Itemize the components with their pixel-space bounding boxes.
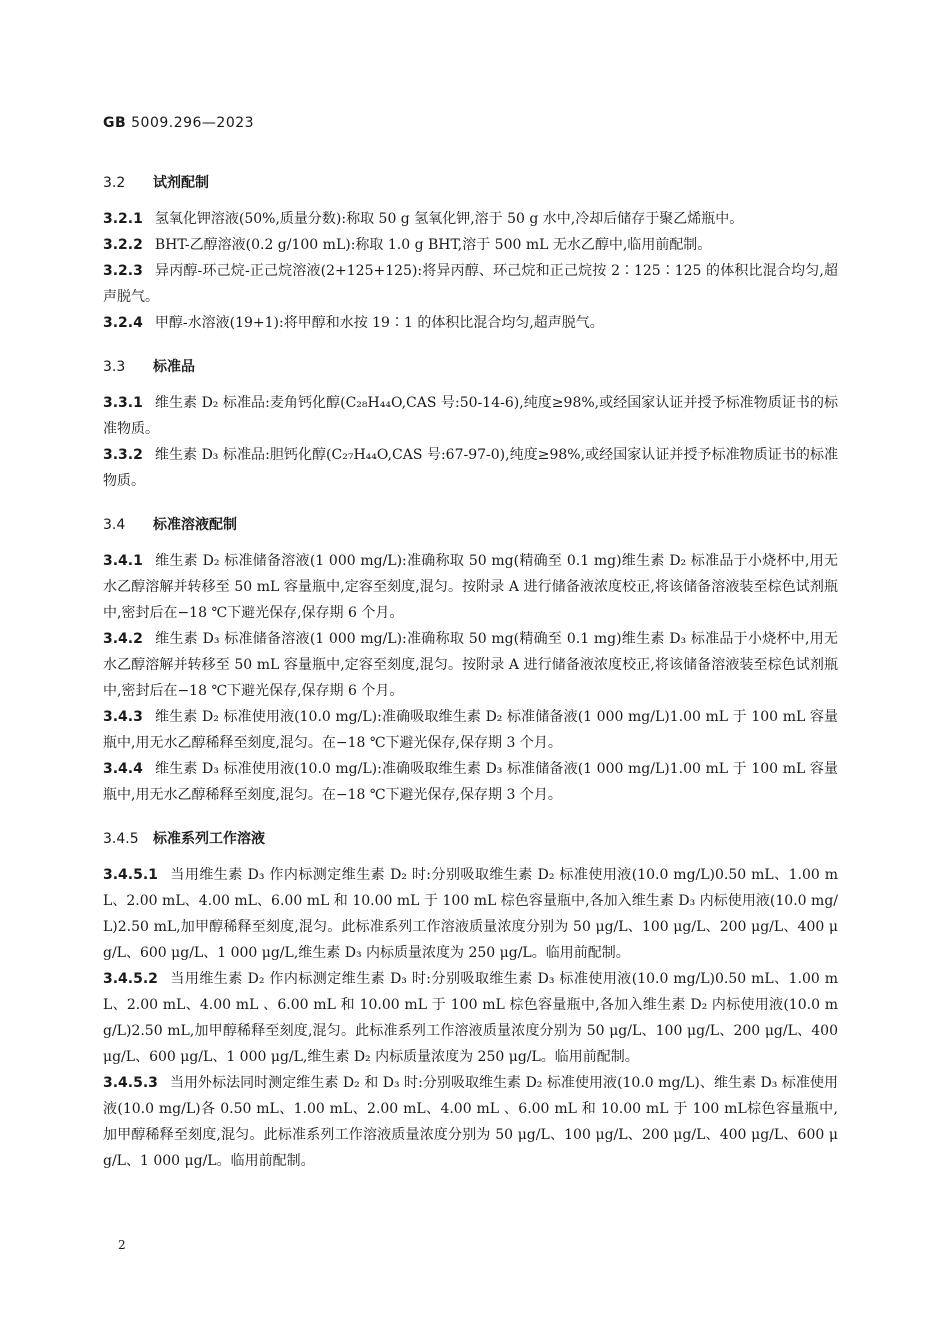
clause-3-2-1 (103, 206, 838, 232)
section-number: 3.3 (103, 359, 126, 375)
clause-number: 3.4.5.3 (103, 1075, 158, 1091)
clause-3-2-4 (103, 310, 838, 336)
clause-text: 维生素 D₃ 标准品:胆钙化醇(C₂₇H₄₄O,CAS 号:67-97-0),纯度≥98%,或经国家认证并授予标准物质证书的标准物质。 (103, 447, 838, 489)
section-title: 标准溶液配制 (153, 517, 237, 533)
document-body (103, 170, 838, 1174)
clause-text: 当用外标法同时测定维生素 D₂ 和 D₃ 时:分别吸取维生素 D₂ 标准使用液(10.0 mg/L)、维生素 D₃ 标准使用液(10.0 mg/L)各 0.50 mL、1.00 mL、2.00 mL、4.00 mL 、6.00 mL 和 10.00 mL 于 100 mL棕色容量瓶中,加甲醇稀释至刻度,混匀。此标准系列工作溶液质量浓度分别为 50 μg/L、100 μg/L、200 μg/L、400 μg/L、600 μg/L、1 000 μg/L。临用前配制。 (103, 1075, 838, 1169)
clause-text: BHT-乙醇溶液(0.2 g/100 mL):称取 1.0 g BHT,溶于 500 mL 无水乙醇中,临用前配制。 (154, 237, 712, 253)
clause-3-4-5-1 (103, 862, 838, 966)
clause-3-4-3 (103, 704, 838, 756)
clause-text: 氢氧化钾溶液(50%,质量分数):称取 50 g 氢氧化钾,溶于 50 g 水中,冷却后储存于聚乙烯瓶中。 (154, 211, 744, 227)
standard-code (103, 115, 254, 131)
clause-text: 维生素 D₃ 标准使用液(10.0 mg/L):准确吸取维生素 D₃ 标准储备液(1 000 mg/L)1.00 mL 于 100 mL 容量瓶中,用无水乙醇稀释至刻度,混匀。在−18 ℃下避光保存,保存期 3 个月。 (103, 761, 838, 803)
clause-number: 3.2.4 (103, 315, 143, 331)
clause-3-4-4 (103, 756, 838, 808)
clause-3-4-5-2 (103, 966, 838, 1070)
clause-number: 3.3.1 (103, 395, 143, 411)
clause-text: 甲醇-水溶液(19+1):将甲醇和水按 19∶1 的体积比混合均匀,超声脱气。 (154, 315, 604, 331)
section-number: 3.4.5 (103, 831, 139, 847)
standard-code-prefix: GB (103, 115, 127, 131)
section-number: 3.4 (103, 517, 126, 533)
section-heading-3-3 (103, 354, 838, 380)
clause-number: 3.4.3 (103, 709, 143, 725)
clause-3-4-2 (103, 626, 838, 704)
clause-text: 异丙醇-环己烷-正己烷溶液(2+125+125):将异丙醇、环己烷和正己烷按 2∶125∶125 的体积比混合均匀,超声脱气。 (103, 263, 838, 305)
standard-code-number: 5009.296—2023 (131, 115, 255, 131)
clause-number: 3.4.5.1 (103, 867, 158, 883)
clause-3-2-2 (103, 232, 838, 258)
clause-number: 3.4.5.2 (103, 971, 158, 987)
section-title: 标准品 (153, 359, 195, 375)
clause-text: 当用维生素 D₂ 作内标测定维生素 D₃ 时:分别吸取维生素 D₃ 标准使用液(10.0 mg/L)0.50 mL、1.00 mL、2.00 mL、4.00 mL 、6.00 mL 和 10.00 mL 于 100 mL 棕色容量瓶中,各加入维生素 D₂ 内标使用液(10.0 mg/L)2.50 mL,加甲醇稀释至刻度,混匀。此标准系列工作溶液质量浓度分别为 50 μg/L、100 μg/L、200 μg/L、400 μg/L、600 μg/L、1 000 μg/L,维生素 D₂ 内标质量浓度为 250 μg/L。临用前配制。 (103, 971, 838, 1065)
clause-3-4-5-3 (103, 1070, 838, 1174)
section-heading-3-4-5 (103, 826, 838, 852)
clause-text: 维生素 D₂ 标准使用液(10.0 mg/L):准确吸取维生素 D₂ 标准储备液(1 000 mg/L)1.00 mL 于 100 mL 容量瓶中,用无水乙醇稀释至刻度,混匀。在−18 ℃下避光保存,保存期 3 个月。 (103, 709, 838, 751)
clause-3-4-1 (103, 548, 838, 626)
clause-number: 3.4.1 (103, 553, 143, 569)
clause-text: 维生素 D₂ 标准储备溶液(1 000 mg/L):准确称取 50 mg(精确至 0.1 mg)维生素 D₂ 标准品于小烧杯中,用无水乙醇溶解并转移至 50 mL 容量瓶中,定容至刻度,混匀。按附录 A 进行储备液浓度校正,将该储备溶液装至棕色试剂瓶中,密封后在−18 ℃下避光保存,保存期 6 个月。 (103, 553, 838, 621)
clause-text: 维生素 D₃ 标准储备溶液(1 000 mg/L):准确称取 50 mg(精确至 0.1 mg)维生素 D₃ 标准品于小烧杯中,用无水乙醇溶解并转移至 50 mL 容量瓶中,定容至刻度,混匀。按附录 A 进行储备液浓度校正,将该储备溶液装至棕色试剂瓶中,密封后在−18 ℃下避光保存,保存期 6 个月。 (103, 631, 838, 699)
clause-number: 3.2.2 (103, 237, 143, 253)
clause-number: 3.3.2 (103, 447, 143, 463)
clause-number: 3.2.1 (103, 211, 143, 227)
clause-number: 3.4.2 (103, 631, 143, 647)
clause-3-3-2 (103, 442, 838, 494)
section-number: 3.2 (103, 175, 126, 191)
clause-number: 3.2.3 (103, 263, 143, 279)
clause-number: 3.4.4 (103, 761, 143, 777)
clause-3-3-1 (103, 390, 838, 442)
section-heading-3-4 (103, 512, 838, 538)
section-title: 标准系列工作溶液 (153, 831, 265, 847)
section-title: 试剂配制 (153, 175, 209, 191)
page-number: 2 (118, 1238, 126, 1252)
clause-text: 当用维生素 D₃ 作内标测定维生素 D₂ 时:分别吸取维生素 D₂ 标准使用液(10.0 mg/L)0.50 mL、1.00 mL、2.00 mL、4.00 mL、6.00 mL 和 10.00 mL 于 100 mL 棕色容量瓶中,各加入维生素 D₃ 内标使用液(10.0 mg/L)2.50 mL,加甲醇稀释至刻度,混匀。此标准系列工作溶液质量浓度分别为 50 μg/L、100 μg/L、200 μg/L、400 μg/L、600 μg/L、1 000 μg/L,维生素 D₃ 内标质量浓度为 250 μg/L。临用前配制。 (103, 867, 838, 961)
clause-text: 维生素 D₂ 标准品:麦角钙化醇(C₂₈H₄₄O,CAS 号:50-14-6),纯度≥98%,或经国家认证并授予标准物质证书的标准物质。 (103, 395, 838, 437)
clause-3-2-3 (103, 258, 838, 310)
section-heading-3-2 (103, 170, 838, 196)
